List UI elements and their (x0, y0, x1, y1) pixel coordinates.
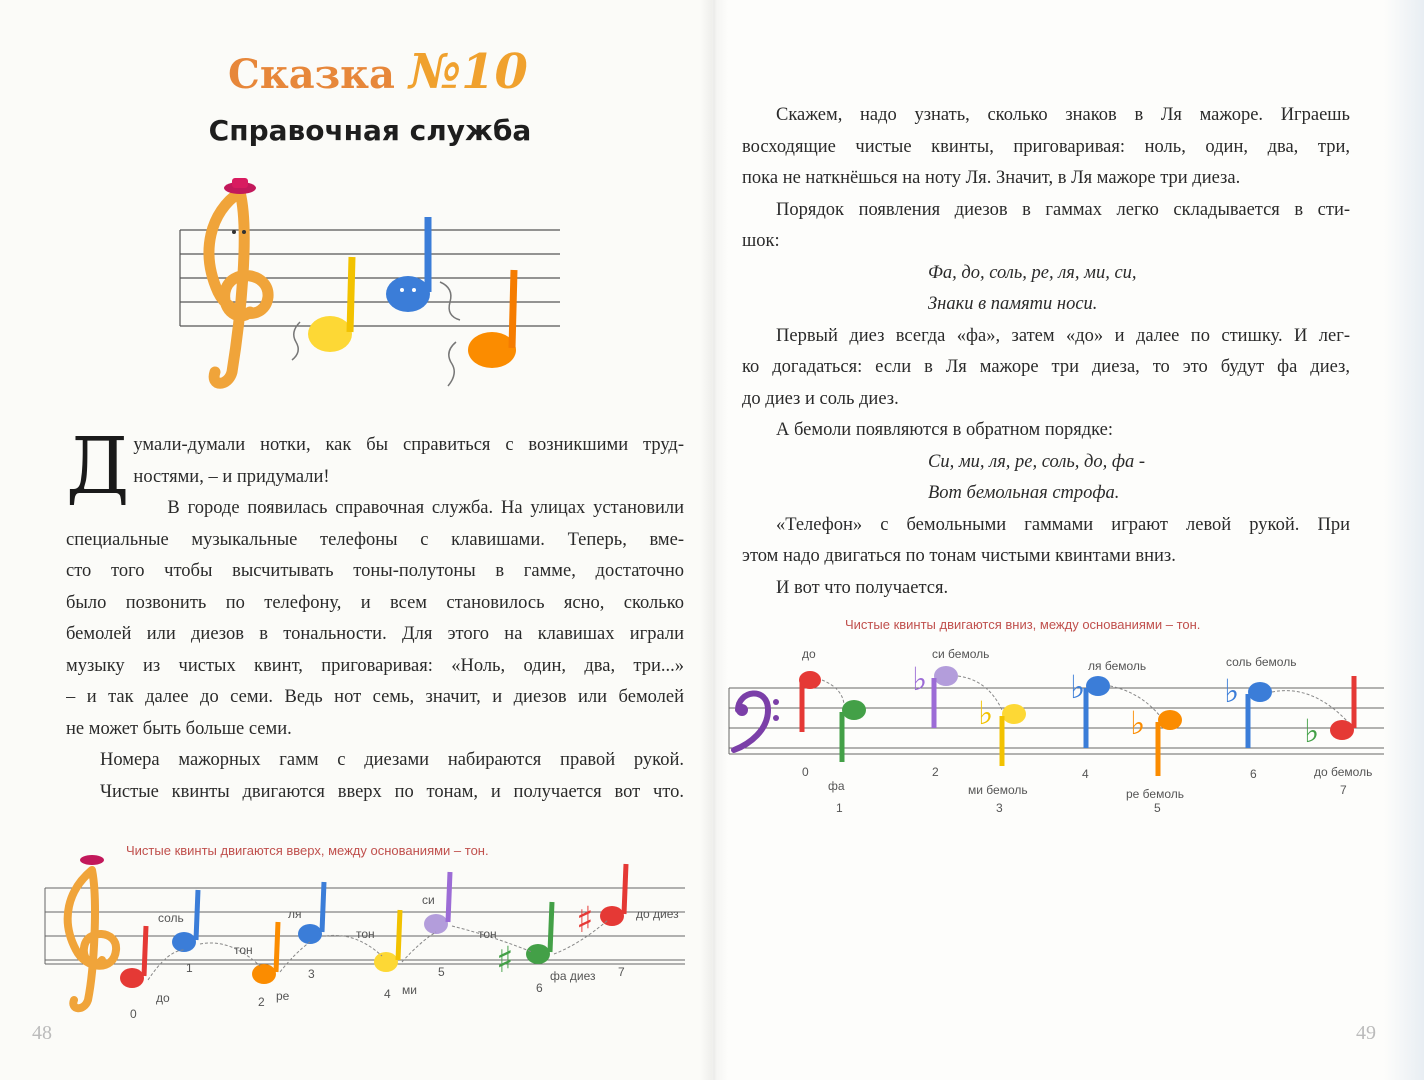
paragraph2-line: В городе появилась справочная служба. На улицах установили (167, 498, 684, 518)
note-si-flat (912, 660, 958, 728)
label-ton: тон (478, 927, 497, 941)
orange-note-character (448, 270, 516, 386)
paragraph1-line2: ностями, – и придумали! (133, 466, 330, 487)
page-number-left: 48 (32, 1022, 52, 1044)
verse1-line: Фа, до, соль, ре, ля, ми, си, (928, 262, 1137, 283)
r-paragraph1-line: пока не наткнёшься на ноту Ля. Значит, в Ля мажоре три диеза. (742, 168, 1241, 188)
label-n6: 6 (1250, 767, 1257, 781)
r-paragraph1-line: восходящие чистые квинты, приговаривая: ноль, один, два, три, (742, 136, 1350, 157)
bass-clef (734, 693, 779, 750)
flats-diagram-caption: Чистые квинты двигаются вниз, между основаниями – тон. (845, 617, 1201, 632)
r-paragraph1-line: Скажем, надо узнать, сколько знаков в Ля мажоре. Играешь (776, 105, 1350, 125)
label-do: до (802, 647, 816, 661)
note-sol-flat (1224, 672, 1272, 748)
label-mi: ми (402, 983, 417, 997)
label-fa: фа (828, 779, 845, 793)
label-n3: 3 (308, 967, 315, 981)
svg-text:♭: ♭ (1224, 672, 1240, 710)
label-n2: 2 (258, 995, 265, 1009)
label-n5: 5 (1154, 801, 1161, 815)
note-fa (842, 700, 866, 762)
paragraph2-line: – и так далее до семи. Ведь нот семь, значит, и диезов или бемолей (66, 687, 684, 707)
note-do-sharp (576, 864, 626, 941)
note-fa-sharp (496, 902, 552, 981)
label-ton: тон (234, 943, 253, 957)
r-paragraph3-line: Первый диез всегда «фа», затем «до» и далее по стишку. И лег- (776, 325, 1350, 346)
book-spine (700, 0, 728, 1080)
label-si: си (422, 893, 435, 907)
r-paragraph2-line: Порядок появления диезов в гаммах легко складывается в сти- (776, 199, 1350, 220)
flats-diagram (724, 640, 1396, 820)
svg-text:♭: ♭ (1070, 668, 1086, 706)
note-do-flat-series (799, 671, 821, 732)
paragraph1-line1: умали-думали нотки, как бы справиться с возникшими труд- (133, 435, 684, 455)
label-n4: 4 (384, 987, 391, 1001)
svg-text:♯: ♯ (576, 900, 594, 941)
paragraph2-line: было позвонить по телефону, и всем становилось ясно, сколько (66, 592, 684, 613)
sharps-diagram-caption: Чистые квинты двигаются вверх, между основаниями – тон. (126, 843, 489, 858)
svg-text:♭: ♭ (912, 660, 928, 698)
verse1-line: Знаки в памяти носи. (928, 294, 1098, 314)
svg-text:♭: ♭ (1130, 704, 1146, 742)
paragraph4: Чистые квинты двигаются вверх по тонам, и получается вот что. (100, 781, 684, 802)
label-n4: 4 (1082, 767, 1089, 781)
label-re: ре (276, 989, 290, 1003)
r-paragraph6: И вот что получается. (776, 577, 949, 598)
left-page-text (66, 422, 684, 808)
paragraph2-line: бемолей или диезов в тональности. Для этого на клавишах играли (66, 624, 684, 644)
paragraph3: Номера мажорных гамм с диезами набираются правой рукой. (100, 750, 684, 770)
label-fa-sharp: фа диез (550, 969, 596, 983)
note-do-flat (1304, 676, 1354, 750)
drop-cap: Д (66, 422, 130, 512)
r-paragraph3-line: до диез и соль диез. (742, 388, 899, 409)
r-paragraph5-line: этом надо двигаться по тонам чистыми квинтами вниз. (742, 546, 1176, 566)
label-ton: тон (356, 927, 375, 941)
label-n6: 6 (536, 981, 543, 995)
label-mi-flat: ми бемоль (968, 783, 1028, 797)
flats-staff (729, 688, 1384, 754)
label-n0: 0 (130, 1007, 137, 1021)
r-paragraph2-line: шок: (742, 231, 780, 251)
label-n1: 1 (186, 961, 193, 975)
label-do: до (156, 991, 170, 1005)
label-n5: 5 (438, 965, 445, 979)
label-si-flat: си бемоль (932, 647, 990, 661)
yellow-note-character (292, 257, 352, 360)
label-re-flat: ре бемоль (1126, 787, 1185, 801)
tale-title (228, 44, 528, 100)
tale-title-word: Сказка (228, 51, 395, 98)
svg-text:♯: ♯ (496, 940, 514, 981)
sharps-diagram (40, 850, 690, 1025)
label-la-flat: ля бемоль (1088, 659, 1147, 673)
label-do-sharp: до диез (636, 907, 679, 921)
r-paragraph3-line: ко догадаться: если в Ля мажоре три диеза, то это будут фа диез, (742, 357, 1350, 377)
tale-title-number: №10 (408, 44, 528, 100)
note-mi (374, 910, 400, 972)
blue-note-character (386, 217, 460, 320)
treble-clef-small (68, 855, 116, 1008)
page-number-right: 49 (1356, 1022, 1376, 1044)
paragraph2-line: музыку из чистых квинт, приговаривая: «Ноль, один, два, три...» (66, 655, 684, 676)
r-paragraph5-line: «Телефон» с бемольными гаммами играют левой рукой. При (776, 514, 1350, 535)
note-do (120, 926, 146, 988)
paragraph2-line: не может быть больше семи. (66, 718, 292, 739)
note-re (252, 922, 278, 984)
label-sol-flat: соль бемоль (1226, 655, 1297, 669)
chapter-subtitle: Справочная служба (208, 114, 532, 147)
label-la: ля (288, 907, 302, 921)
svg-text:♭: ♭ (978, 694, 994, 732)
label-do-flat: до бемоль (1314, 765, 1373, 779)
label-n2: 2 (932, 765, 939, 779)
right-page-text (742, 100, 1350, 604)
note-mi-flat (978, 694, 1026, 766)
title-illustration (170, 172, 570, 402)
svg-text:♭: ♭ (1304, 712, 1320, 750)
paragraph2-line: сто того чтобы высчитывать тоны-полутоны в гамме, достаточно (66, 561, 684, 581)
page-edge (1384, 0, 1424, 1080)
label-n3: 3 (996, 801, 1003, 815)
label-n0: 0 (802, 765, 809, 779)
treble-clef-character (209, 178, 268, 383)
verse2-line: Вот бемольная строфа. (928, 483, 1120, 503)
label-n1: 1 (836, 801, 843, 815)
paragraph2-line: специальные музыкальные телефоны с клавишами. Теперь, вме- (66, 529, 684, 550)
note-la (298, 882, 324, 944)
label-sol: соль (158, 911, 184, 925)
label-n7: 7 (618, 965, 625, 979)
note-re-flat (1130, 704, 1182, 776)
verse2-line: Си, ми, ля, ре, соль, до, фа - (928, 451, 1146, 472)
r-paragraph4: А бемоли появляются в обратном порядке: (776, 420, 1114, 440)
label-n7: 7 (1340, 783, 1347, 797)
